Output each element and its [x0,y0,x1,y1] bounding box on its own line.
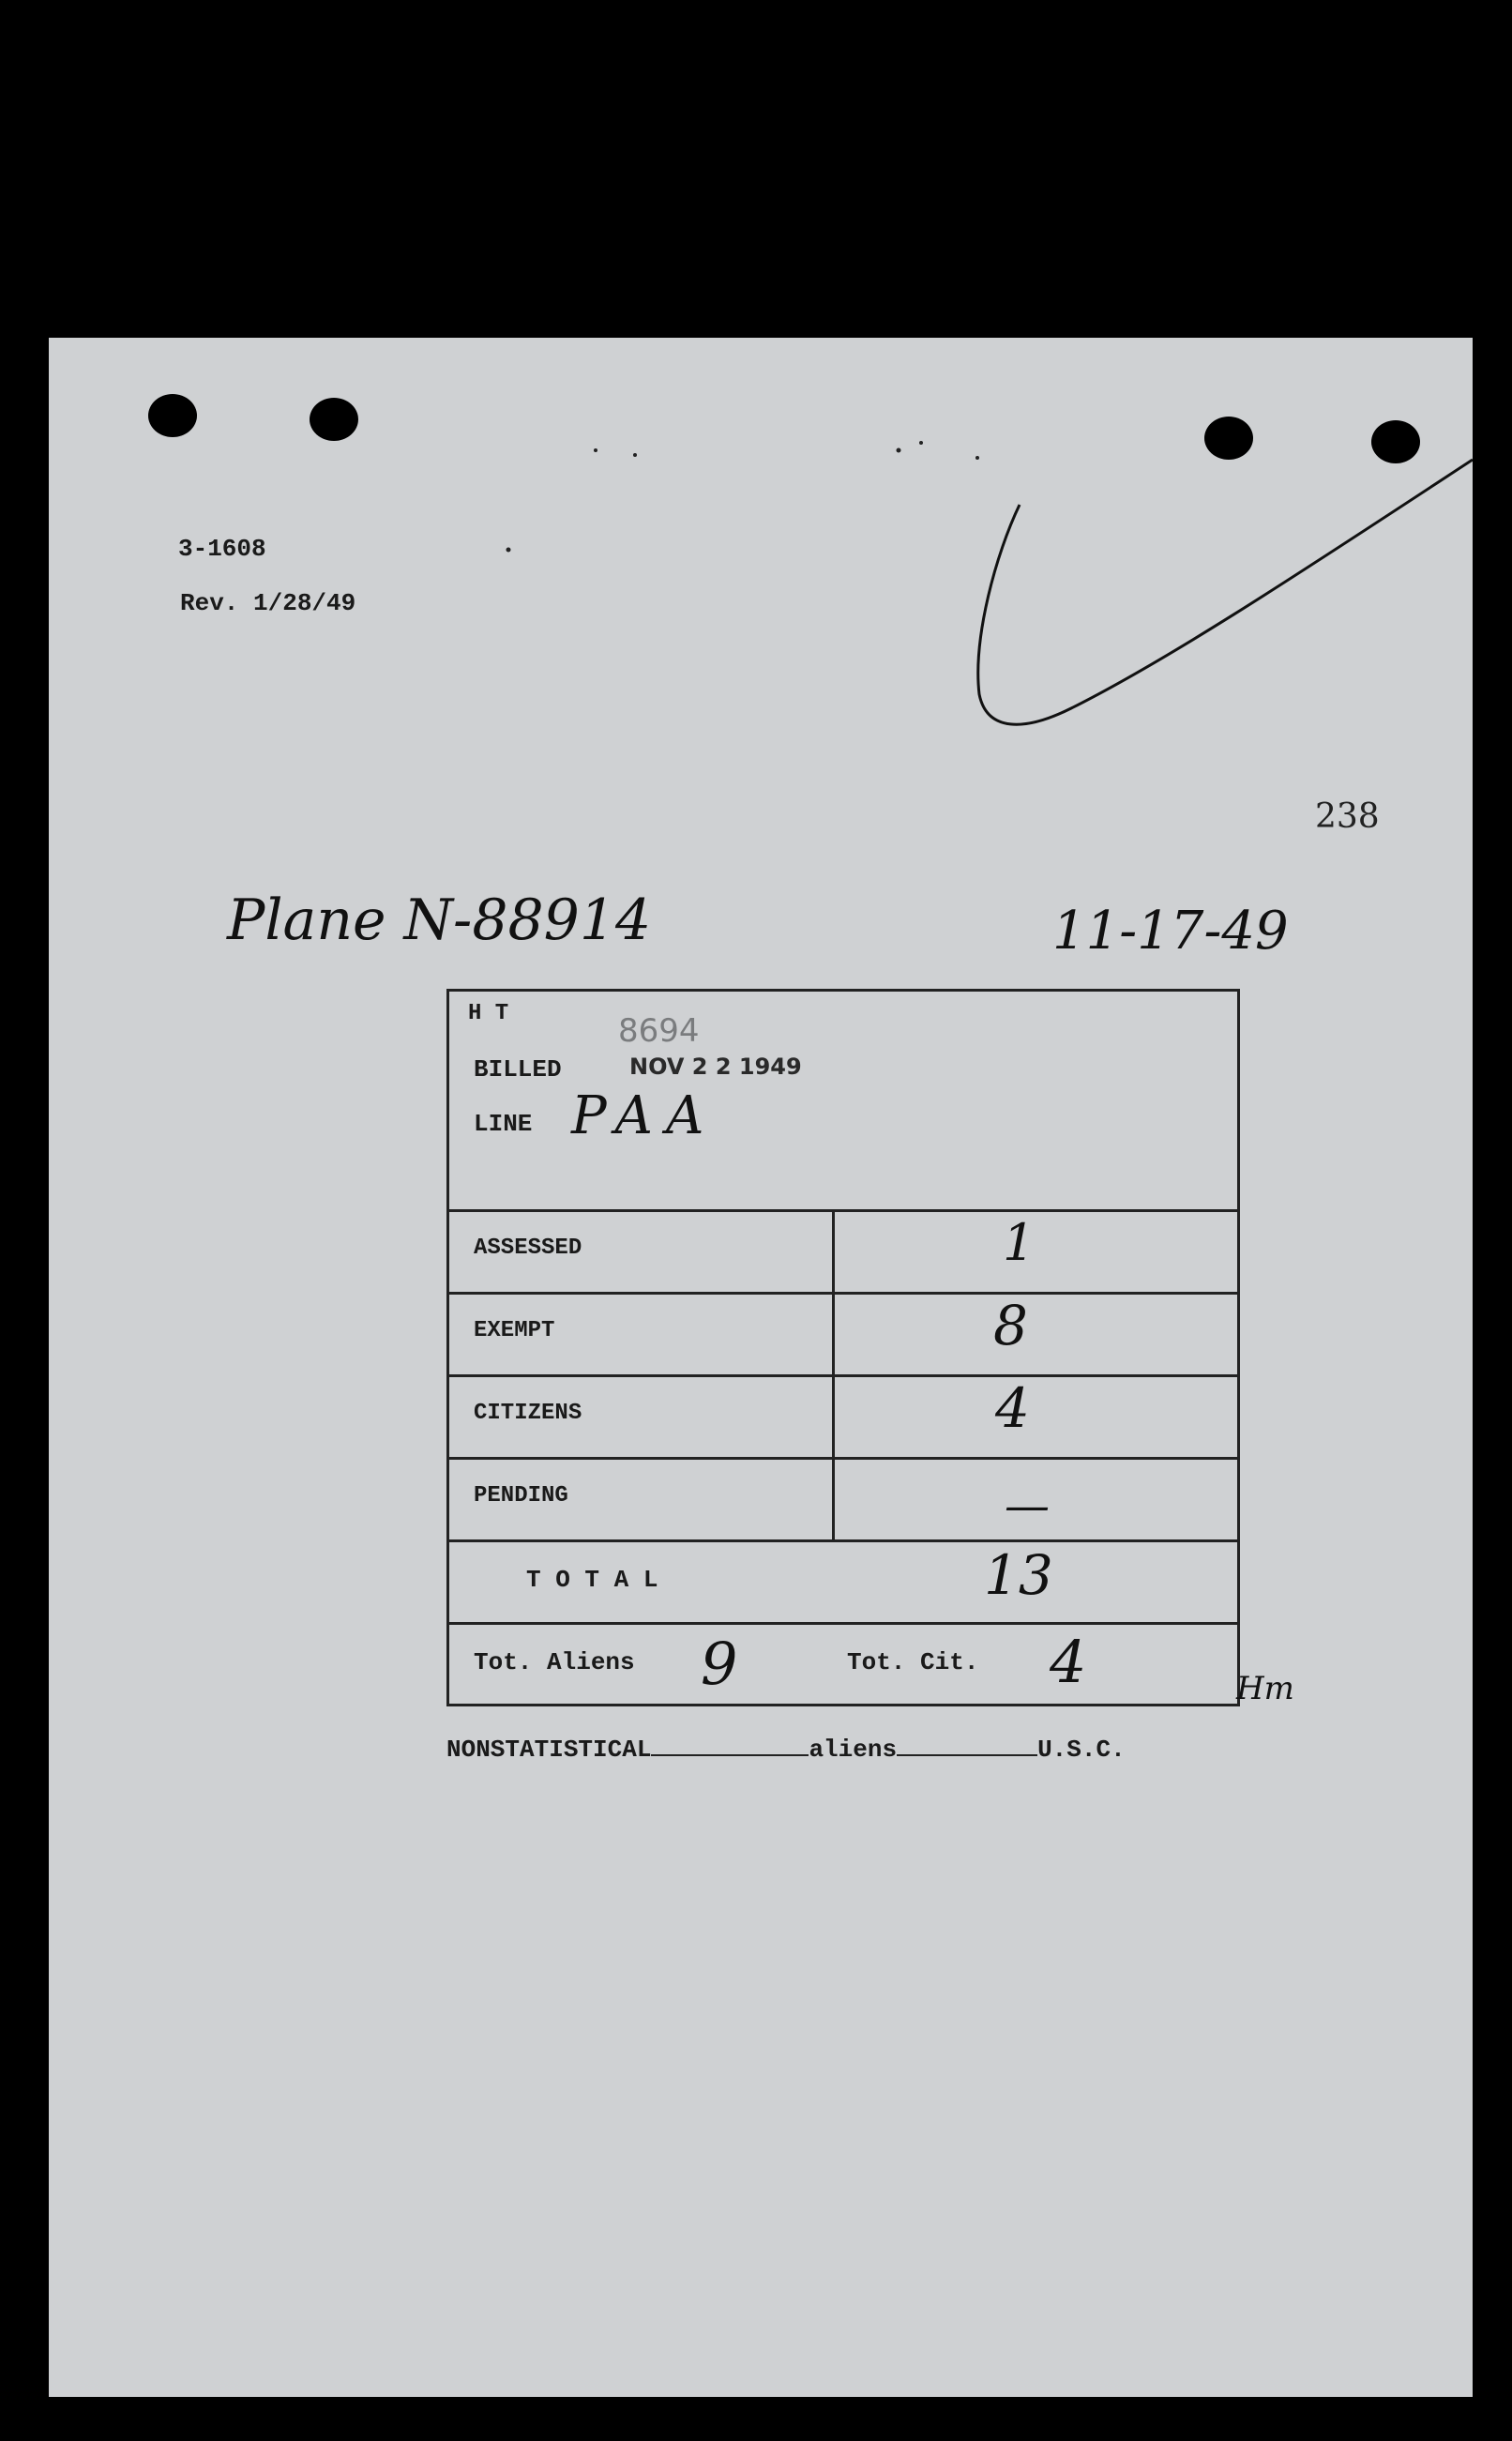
nonstatistical-blank [651,1736,809,1756]
row-divider [449,1457,1237,1460]
stamp-number: 8694 [618,1012,700,1050]
row-label-citizens: CITIZENS [474,1401,582,1426]
document-page [49,338,1473,2397]
plane-number-handwritten: Plane N-88914 [227,887,652,953]
total-citizens-label: Tot. Cit. [847,1648,979,1676]
row-value-pending: — [1005,1479,1050,1532]
form-number: 3-1608 [178,535,266,563]
line-value-handwritten: PAA [571,1085,718,1146]
total-aliens-value: 9 [701,1630,738,1698]
row-value-citizens: 4 [995,1376,1030,1440]
row-divider [449,1539,1237,1542]
row-label-pending: PENDING [474,1483,568,1509]
row-divider [449,1374,1237,1377]
nonstatistical-label: NONSTATISTICAL [446,1736,652,1764]
row-value-exempt: 8 [993,1294,1028,1357]
form-revision: Rev. 1/28/49 [180,589,356,617]
total-label: T O T A L [526,1566,658,1594]
row-divider [449,1292,1237,1295]
row-label-exempt: EXEMPT [474,1318,555,1343]
billed-date-stamp: NOV 2 2 1949 [629,1054,802,1080]
line-label: LINE [474,1110,533,1138]
row-value-assessed: 1 [1003,1213,1036,1272]
billed-label: BILLED [474,1055,562,1084]
row-divider [449,1622,1237,1625]
total-value: 13 [984,1543,1053,1607]
aliens-label: aliens [809,1736,898,1764]
row-label-assessed: ASSESSED [474,1236,582,1261]
initials-handwritten: Hm [1236,1670,1294,1707]
page-number: 238 [1315,797,1380,836]
nonstatistical-line [446,1736,1126,1764]
column-divider [832,1209,835,1539]
total-citizens-value: 4 [1050,1628,1087,1696]
row-divider [449,1209,1237,1212]
usc-label: U.S.C. [1037,1736,1126,1764]
tally-form [446,989,1240,1706]
total-aliens-label: Tot. Aliens [474,1648,635,1676]
date-handwritten: 11-17-49 [1052,901,1289,962]
aliens-blank [897,1736,1037,1756]
ht-label: H T [468,1001,509,1026]
